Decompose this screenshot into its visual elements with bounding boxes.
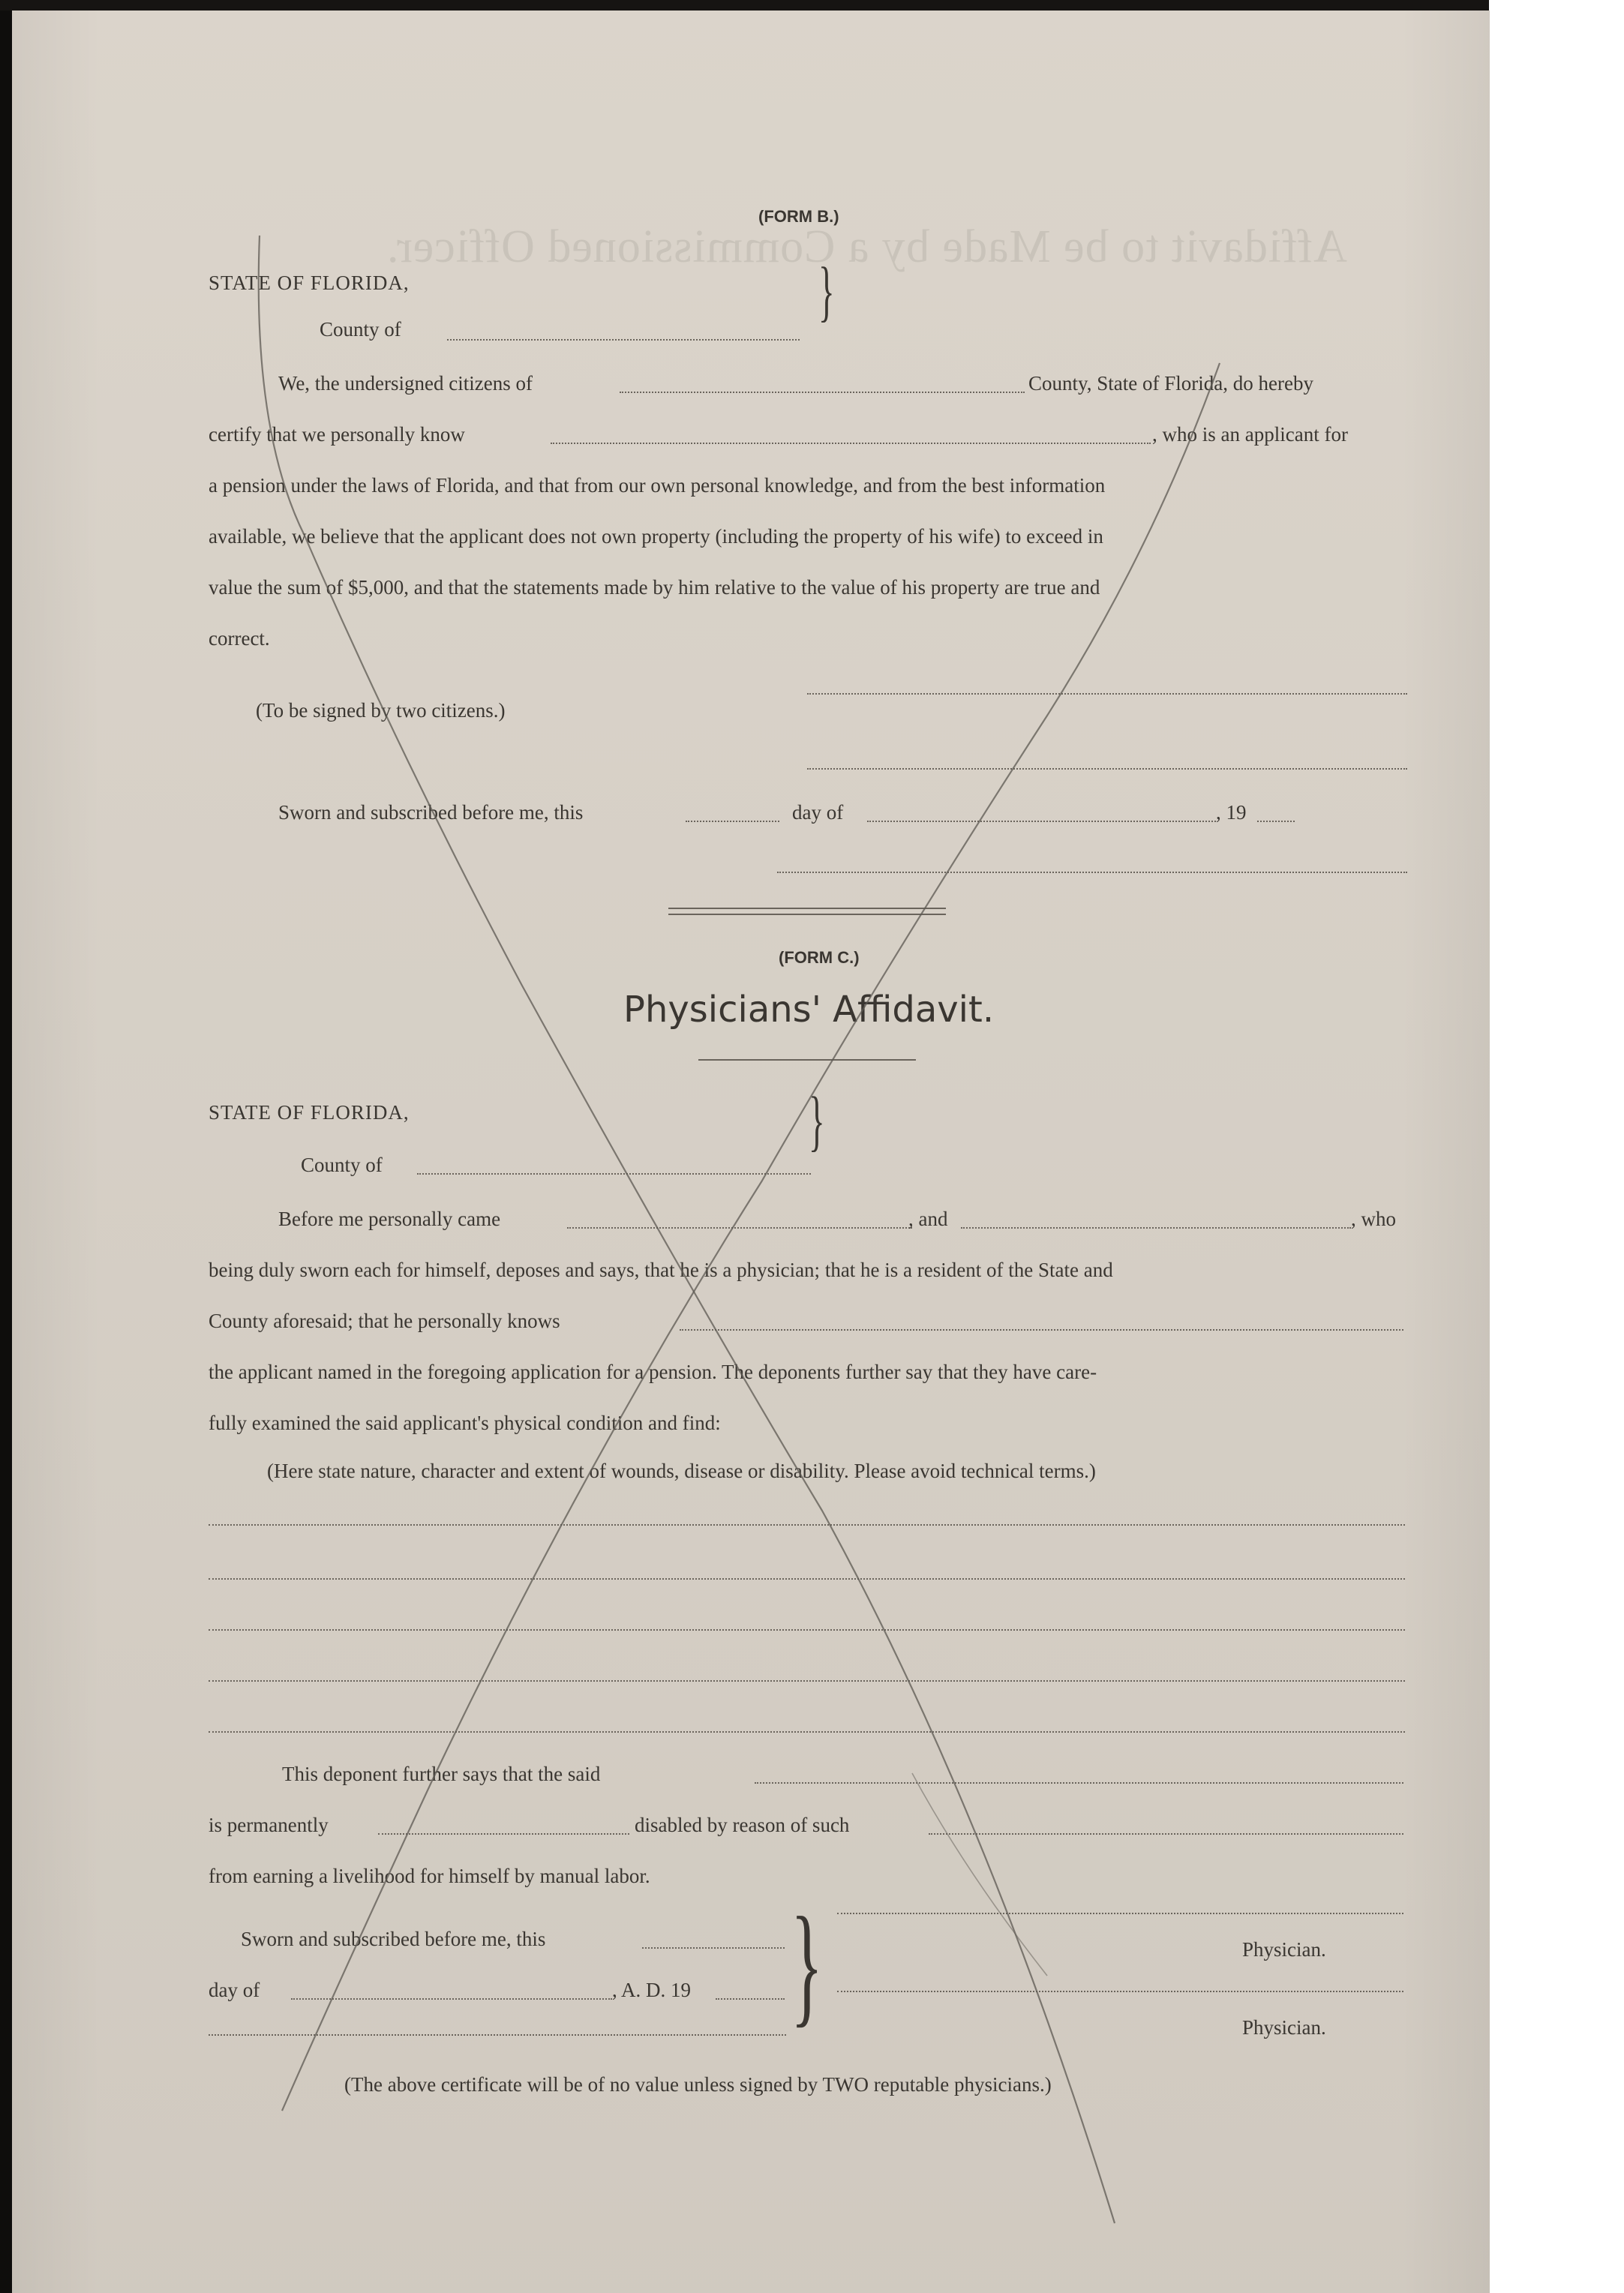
form-b-state: STATE OF FLORIDA, [209, 272, 410, 294]
form-c-line3: County aforesaid; that he personally knows [209, 1310, 560, 1332]
form-b-signed-note: (To be signed by two citizens.) [256, 699, 506, 722]
document-page [12, 11, 1490, 2293]
form-c-perm-reason: disabled by reason of such [635, 1814, 850, 1836]
form-c-perm-start: is permanently [209, 1814, 329, 1836]
form-b-line6: correct. [209, 627, 270, 650]
form-c-before-and: , and [908, 1208, 948, 1230]
bleed-through-title: Affidavit to be Made by a Commissioned Officer. [386, 221, 1347, 272]
form-b-sworn-year: , 19 [1216, 801, 1247, 824]
form-b-line4: available, we believe that the applicant does not own property (including the property of his wife) to exceed in [209, 525, 1103, 548]
form-c-brace: } [809, 1084, 825, 1158]
form-c-sworn-start: Sworn and subscribed before me, this [241, 1928, 546, 1950]
physician-1-label: Physician. [1242, 1938, 1326, 1961]
form-b-line2-end: , who is an applicant for [1152, 423, 1348, 446]
form-b-county: County of [320, 318, 401, 341]
form-b-sworn-start: Sworn and subscribed before me, this [278, 801, 584, 824]
form-c-title: Physicians' Affidavit. [623, 989, 995, 1031]
form-b-brace: } [818, 254, 835, 329]
scanner-edge-top [0, 0, 1489, 11]
form-c-earning: from earning a livelihood for himself by manual labor. [209, 1865, 650, 1887]
form-c-deponent-start: This deponent further says that the said [282, 1763, 601, 1785]
form-c-instruction: (Here state nature, character and extent of wounds, disease or disability. Please avoid technical terms.) [267, 1460, 1096, 1482]
form-c-before-start: Before me personally came [278, 1208, 501, 1230]
form-c-county: County of [301, 1154, 383, 1176]
form-c-label: (FORM C.) [779, 948, 860, 967]
form-c-state: STATE OF FLORIDA, [209, 1101, 410, 1124]
form-c-before-who: , who [1351, 1208, 1396, 1230]
form-b-line5: value the sum of $5,000, and that the statements made by him relative to the value of his property are true and [209, 576, 1100, 599]
form-b-line1-start: We, the undersigned citizens of [278, 372, 533, 395]
scanner-edge-left [0, 0, 12, 2293]
form-b-line2-start: certify that we personally know [209, 423, 465, 446]
form-b-label: (FORM B.) [758, 207, 839, 226]
form-c-line5: fully examined the said applicant's physical condition and find: [209, 1412, 721, 1434]
form-c-line2: being duly sworn each for himself, deposes and says, that he is a physician; that he is a resident of the State and [209, 1259, 1113, 1281]
pencil-cancellation-marks [12, 11, 1490, 2293]
physician-2-label: Physician. [1242, 2016, 1326, 2039]
form-b-line1-end: County, State of Florida, do hereby [1028, 372, 1313, 395]
form-b-line3: a pension under the laws of Florida, and that from our own personal knowledge, and from the best information [209, 474, 1106, 497]
form-b-sworn-day-of: day of [792, 801, 844, 824]
form-c-footer-note: (The above certificate will be of no value unless signed by TWO reputable physicians.) [344, 2073, 1052, 2096]
form-c-signature-brace: } [791, 1889, 824, 2039]
form-c-line4: the applicant named in the foregoing application for a pension. The deponents further say that they have care- [209, 1361, 1097, 1383]
form-c-ad-year: , A. D. 19 [612, 1979, 692, 2001]
form-c-day-of: day of [209, 1979, 260, 2001]
